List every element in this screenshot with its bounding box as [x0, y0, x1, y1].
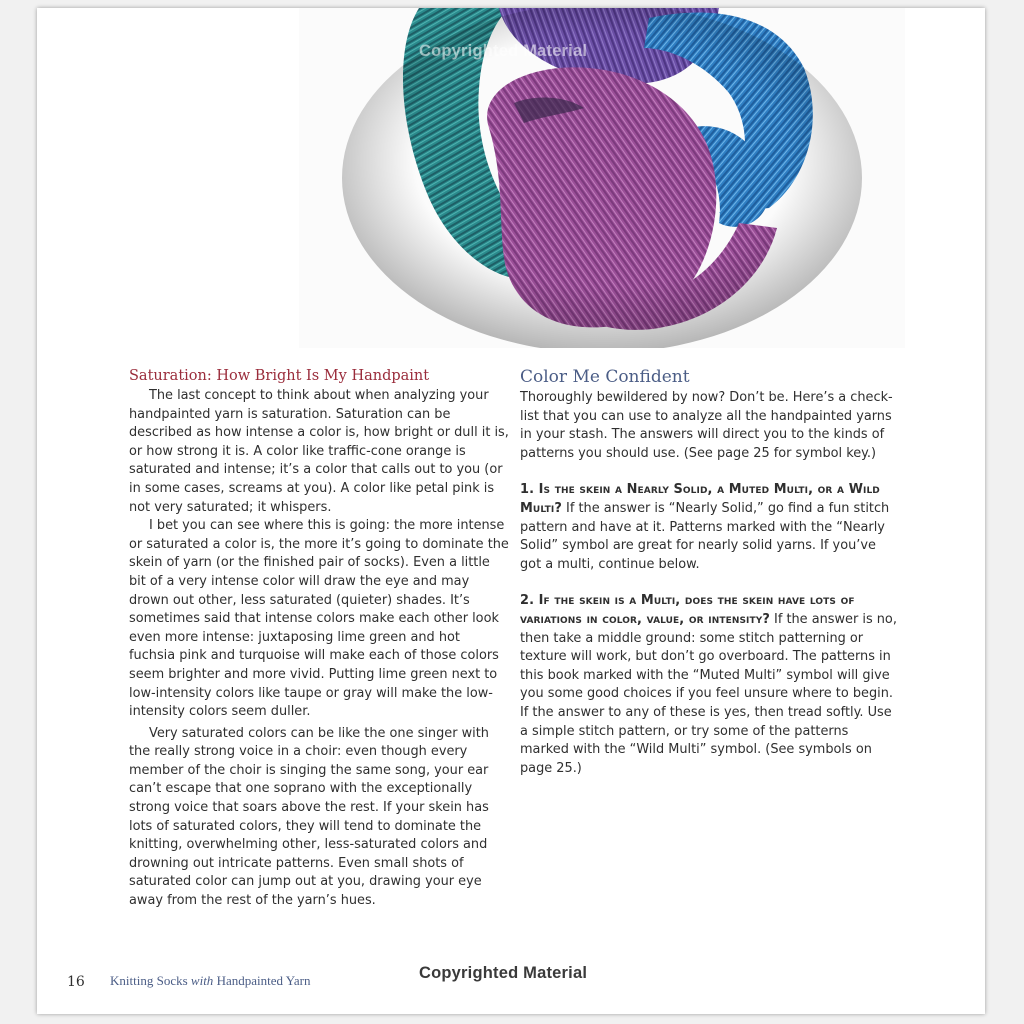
color-me-confident-heading: Color Me Confident — [520, 367, 690, 387]
paragraph: I bet you can see where this is going: the more intense or saturated a color is, the more it’s going to dominate the skein of yarn (or the finished pair of socks). Even a little bit of a very intense color will draw the eye and may drown out other, less saturated (quieter) shades. It’s sometimes said that intense colors make each other look even more intense: juxtaposing lime green and hot fuchsia pink and turquoise will make each of those colors seem brighter and more vivid. Putting lime green next to low-intensity colors like taupe or gray will make the low-intensity colors seem duller. — [129, 518, 509, 720]
checklist-question-1 — [520, 481, 900, 574]
checklist-question-2 — [520, 592, 900, 778]
book-title-italic: with — [190, 973, 214, 988]
page-number: 16 — [67, 974, 85, 990]
watermark-top: Copyrighted Material — [419, 42, 588, 60]
question-1-body: If the answer is “Nearly Solid,” go find a fun stitch pattern and have at it. Patterns marked with the “Nearly Solid” symbol are great for nearly solid yarns. If you’ve got a multi, continue below. — [520, 500, 890, 572]
book-title-part: Knitting Socks — [110, 973, 191, 988]
yarn-photo — [299, 8, 905, 348]
question-1-lead: 1. Is the skein a Nearly Solid, a Muted Multi, or a Wild Multi? — [520, 482, 880, 516]
yarn-skein-illustration — [299, 8, 905, 348]
book-title-part: Handpainted Yarn — [213, 973, 311, 988]
paragraph: The last concept to think about when analyzing your handpainted yarn is saturation. Saturation can be described as how intense a color is, how bright or dull it is, or how strong it is. A color like traffic-cone orange is saturated and intense; it’s a color that calls out to you (or in some cases, screams at you). A color like petal pink is not very saturated; it whispers. — [129, 388, 509, 515]
book-title — [110, 973, 310, 989]
paragraph: Very saturated colors can be like the one singer with the really strong voice in a choir: even though every member of the choir is singing the same song, your ear can’t escape that one soprano with the exceptionally strong voice that soars above the rest. If your skein has lots of saturated colors, they will tend to dominate the knitting, overwhelming other, less-saturated colors and drowning out intricate patterns. Even small shots of saturated color can jump out at you, drawing your eye away from the rest of the yarn’s hues. — [129, 725, 489, 909]
right-column — [520, 366, 900, 778]
saturation-heading: Saturation: How Bright Is My Handpaint — [129, 368, 430, 384]
checklist-intro: Thoroughly bewildered by now? Don’t be. Here’s a checklist that you can use to analyze all the handpainted yarns in your stash. The answers will direct you to the kinds of patterns you should use. (See page 25 for symbol key.) — [520, 390, 893, 461]
question-2-body: If the answer is no, then take a middle ground: some stitch patterning or texture will work, but don’t go overboard. The patterns in this book marked with the “Muted Multi” symbol will give you some good choices if you feel unsure where to begin. If the answer to any of these is yes, then tread softly. Use a simple stitch pattern, or try some of the patterns marked with the “Wild Multi” symbol. (See symbols on page 25.) — [520, 611, 897, 776]
left-column — [129, 366, 509, 911]
book-page — [37, 8, 985, 1014]
page-footer — [67, 971, 311, 990]
watermark-bottom: Copyrighted Material — [419, 964, 588, 982]
question-2-lead: 2. If the skein is a Multi, does the skein have lots of variations in color, value, or intensity? — [520, 593, 855, 627]
